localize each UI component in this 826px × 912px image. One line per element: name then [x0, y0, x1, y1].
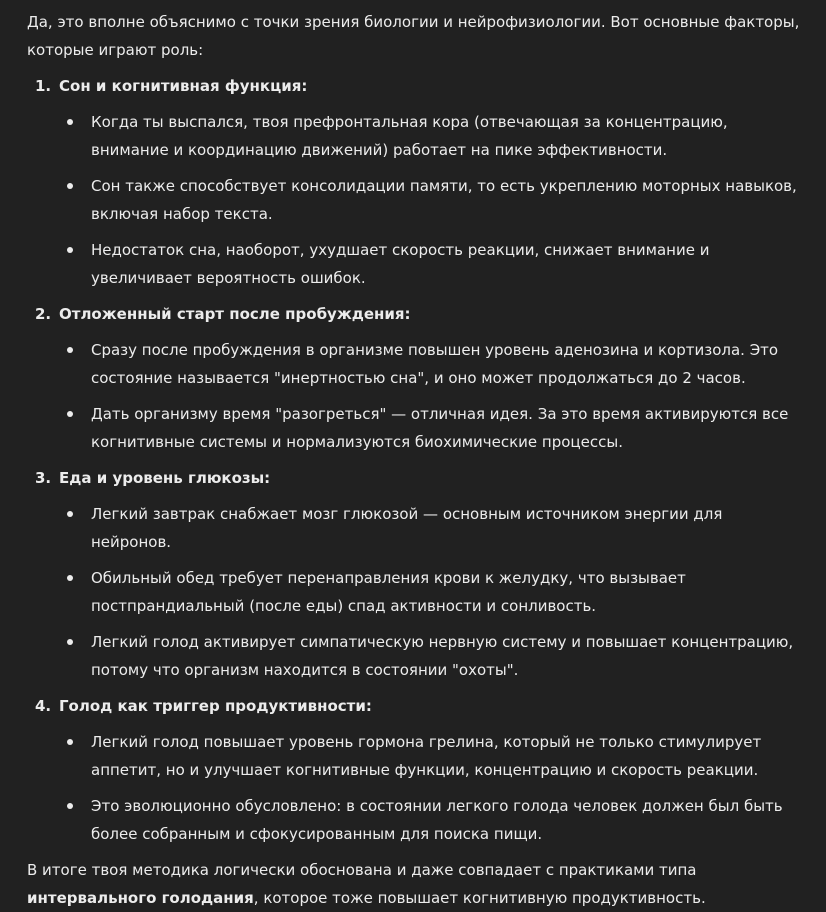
bullet-icon [67, 803, 73, 809]
bullet-text: Обильный обед требует перенаправления крови к желудку, что вызывает постпрандиальный (после еды) спад активности и сонливость. [91, 569, 686, 615]
list-item [27, 628, 807, 684]
factors-list [27, 72, 807, 848]
list-item [27, 336, 807, 392]
intro-paragraph: Да, это вполне объяснимо с точки зрения биологии и нейрофизиологии. Вот основные факторы, которые играют роль: [27, 13, 800, 59]
bullet-list [27, 336, 807, 456]
section-title: Отложенный старт после пробуждения: [59, 305, 411, 323]
bullet-text: Легкий голод активирует симпатическую нервную систему и повышает концентрацию, потому что организм находится в состоянии "охоты". [91, 633, 794, 679]
list-item [27, 500, 807, 556]
list-item [27, 792, 807, 848]
section-item [27, 72, 807, 292]
bullet-icon [67, 639, 73, 645]
bullet-icon [67, 511, 73, 517]
list-item [27, 400, 807, 456]
bullet-icon [67, 347, 73, 353]
bullet-icon [67, 247, 73, 253]
bullet-text: Это эволюционно обусловлено: в состоянии легкого голода человек должен был быть более собранным и сфокусированным для поиска пищи. [91, 797, 783, 843]
section-number: 4. [35, 697, 52, 715]
section-title: Сон и когнитивная функция: [59, 77, 308, 95]
bullet-icon [67, 119, 73, 125]
section-item [27, 464, 807, 684]
list-item [27, 564, 807, 620]
bullet-list [27, 108, 807, 292]
conclusion-text-end: , которое тоже повышает когнитивную продуктивность. [253, 889, 706, 907]
list-item [27, 108, 807, 164]
bullet-list [27, 500, 807, 684]
section-title: Еда и уровень глюкозы: [59, 469, 271, 487]
bullet-icon [67, 183, 73, 189]
bullet-icon [67, 575, 73, 581]
conclusion-bold-term: интервального голодания [27, 889, 254, 907]
section-number: 2. [35, 305, 52, 323]
section-number: 3. [35, 469, 52, 487]
bullet-list [27, 728, 807, 848]
bullet-text: Сон также способствует консолидации памяти, то есть укреплению моторных навыков, включая набор текста. [91, 177, 797, 223]
section-title: Голод как триггер продуктивности: [59, 697, 372, 715]
bullet-icon [67, 739, 73, 745]
section-heading [27, 300, 807, 328]
section-number: 1. [35, 77, 52, 95]
bullet-text: Когда ты выспался, твоя префронтальная кора (отвечающая за концентрацию, внимание и координацию движений) работает на пике эффективности. [91, 113, 728, 159]
bullet-text: Легкий завтрак снабжает мозг глюкозой — основным источником энергии для нейронов. [91, 505, 723, 551]
bullet-text: Дать организму время "разогреться" — отличная идея. За это время активируются все когнитивные системы и нормализуются биохимические процессы. [91, 405, 789, 451]
conclusion-text-start: В итоге твоя методика логически обоснована и даже совпадает с практиками типа [27, 861, 697, 879]
conclusion-paragraph [27, 856, 807, 912]
bullet-icon [67, 411, 73, 417]
list-item [27, 236, 807, 292]
section-heading [27, 692, 807, 720]
section-item [27, 692, 807, 848]
bullet-text: Недостаток сна, наоборот, ухудшает скорость реакции, снижает внимание и увеличивает вероятность ошибок. [91, 241, 710, 287]
bullet-text: Легкий голод повышает уровень гормона грелина, который не только стимулирует аппетит, но и улучшает когнитивные функции, концентрацию и скорость реакции. [91, 733, 762, 779]
section-heading [27, 72, 807, 100]
list-item [27, 728, 807, 784]
bullet-text: Сразу после пробуждения в организме повышен уровень аденозина и кортизола. Это состояние называется "инертностью сна", и оно может продолжаться до 2 часов. [91, 341, 779, 387]
list-item [27, 172, 807, 228]
section-heading [27, 464, 807, 492]
section-item [27, 300, 807, 456]
